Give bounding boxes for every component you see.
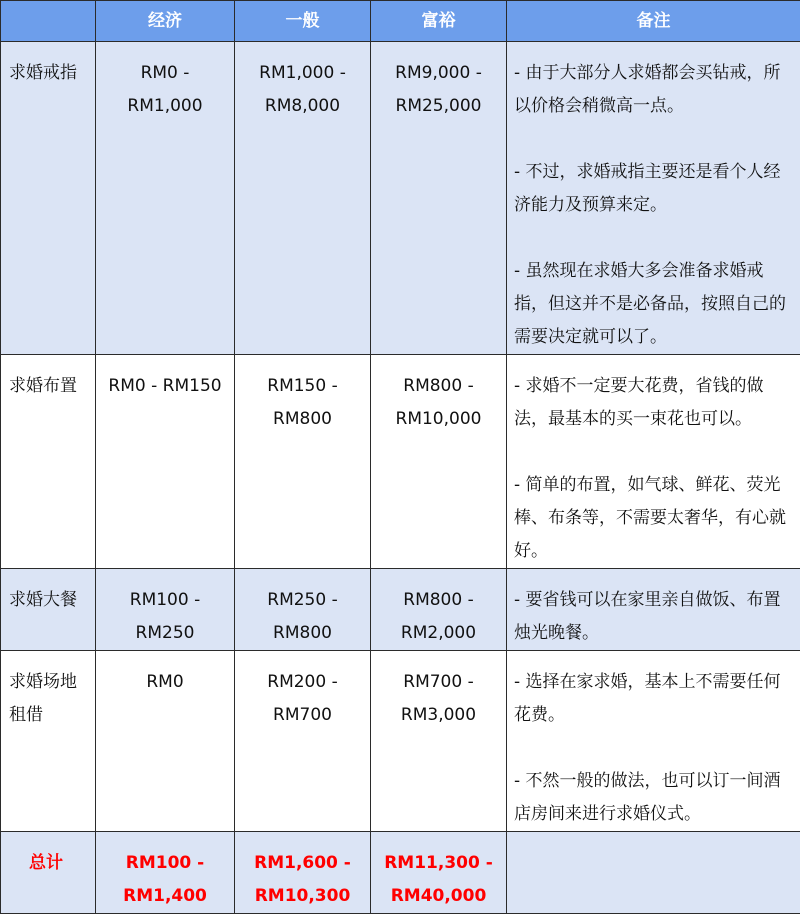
total-row [1,832,800,914]
total-notes-cell [507,832,800,914]
category-cell: 求婚大餐 [1,569,96,651]
note-item: - 要省钱可以在家里亲自做饭、布置烛光晚餐。 [514,584,792,650]
category-cell: 求婚戒指 [1,42,96,355]
note-item: - 简单的布置，如气球、鲜花、荧光棒、布条等，不需要太奢华，有心就好。 [514,469,792,568]
notes-cell [507,569,800,651]
economy-cost-cell: RM0 - RM1,000 [96,42,235,355]
rich-cost-cell: RM700 - RM3,000 [371,651,507,832]
total-economy-cell: RM100 - RM1,400 [96,832,235,914]
note-item: - 不然一般的做法，也可以订一间酒店房间来进行求婚仪式。 [514,765,792,831]
normal-cost-cell: RM200 - RM700 [235,651,371,832]
normal-cost-cell: RM250 - RM800 [235,569,371,651]
note-item: - 选择在家求婚，基本上不需要任何花费。 [514,666,792,732]
category-cell: 求婚场地 租借 [1,651,96,832]
notes-cell [507,651,800,832]
header-cell-category [1,1,96,42]
table-row [1,569,800,651]
economy-cost-cell: RM0 [96,651,235,832]
category-cell: 求婚布置 [1,355,96,569]
economy-cost-cell: RM100 - RM250 [96,569,235,651]
rich-cost-cell: RM9,000 - RM25,000 [371,42,507,355]
notes-cell [507,355,800,569]
header-row [1,1,800,42]
header-cell-rich: 富裕 [371,1,507,42]
header-cell-normal: 一般 [235,1,371,42]
table-row [1,651,800,832]
rich-cost-cell: RM800 - RM10,000 [371,355,507,569]
normal-cost-cell: RM150 - RM800 [235,355,371,569]
table-row [1,42,800,355]
note-item: - 由于大部分人求婚都会买钻戒，所以价格会稍微高一点。 [514,57,792,123]
rich-cost-cell: RM800 - RM2,000 [371,569,507,651]
table-row [1,355,800,569]
total-label: 总计 [1,832,96,914]
note-item: - 虽然现在求婚大多会准备求婚戒指，但这并不是必备品，按照自己的需要决定就可以了。 [514,255,792,354]
note-item: - 不过，求婚戒指主要还是看个人经济能力及预算来定。 [514,156,792,222]
total-normal-cell: RM1,600 - RM10,300 [235,832,371,914]
header-cell-notes: 备注 [507,1,800,42]
normal-cost-cell: RM1,000 - RM8,000 [235,42,371,355]
header-cell-economy: 经济 [96,1,235,42]
note-item: - 求婚不一定要大花费，省钱的做法，最基本的买一束花也可以。 [514,370,792,436]
total-rich-cell: RM11,300 - RM40,000 [371,832,507,914]
economy-cost-cell: RM0 - RM150 [96,355,235,569]
notes-cell [507,42,800,355]
